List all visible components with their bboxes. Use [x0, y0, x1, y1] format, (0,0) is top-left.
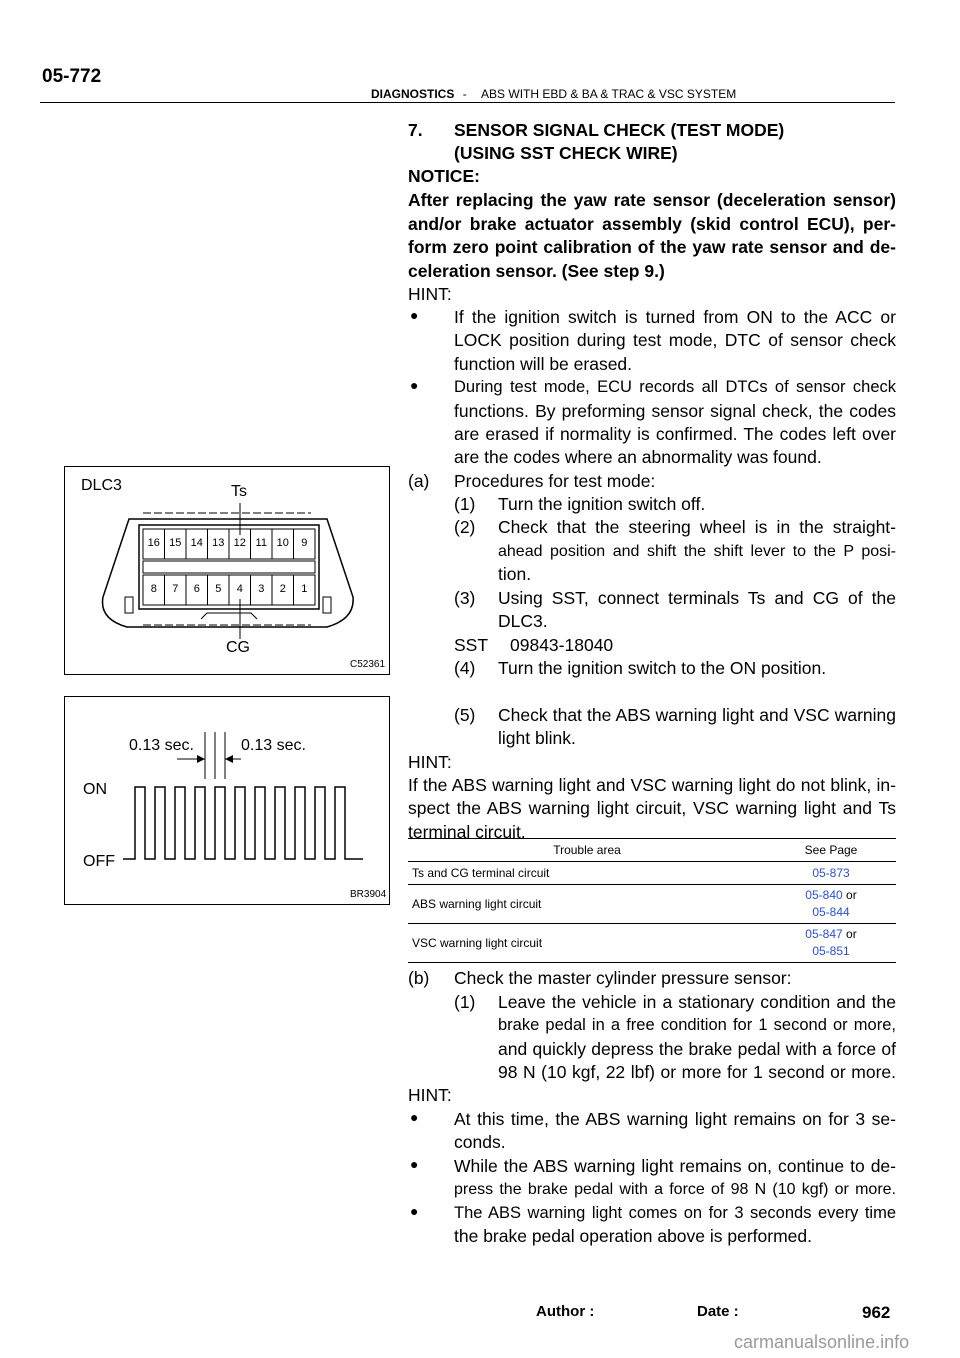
hint-bullet-line: are the codes where an abnormality was found.: [454, 447, 822, 467]
pin-number: 1: [301, 583, 308, 595]
pin-number: 15: [169, 537, 182, 549]
hint-bullet-line: are erased if normality is confirmed. The codes left over: [454, 424, 896, 444]
bullet-dot: ●: [410, 307, 419, 323]
substep-line: and quickly depress the brake pedal with a force of: [498, 1039, 896, 1059]
pin-number: 10: [276, 537, 289, 549]
hint-bullet-line: During test mode, ECU records all DTCs of sensor check: [454, 378, 896, 396]
hint-bullet-line: the brake pedal operation above is performed.: [454, 1226, 813, 1246]
notice-line: After replacing the yaw rate sensor (deceleration sensor): [408, 190, 896, 210]
hint-label: HINT:: [408, 284, 452, 304]
pin-number: 13: [212, 537, 225, 549]
dlc3-title: DLC3: [81, 477, 122, 494]
blink-waveform-line: [123, 787, 363, 859]
dlc3-figure: [64, 466, 390, 675]
hint-line: If the ABS warning light and VSC warning light do not blink, in-: [408, 775, 896, 795]
page-link[interactable]: 05-851: [812, 944, 850, 958]
on-label: ON: [83, 781, 107, 798]
substep-text: Turn the ignition switch to the ON position.: [498, 658, 827, 678]
top-pin-row: [143, 537, 315, 549]
pin-number: 7: [172, 583, 179, 595]
hint-bullet-line: press the brake pedal with a force of 98 N (10 kgf) or more.: [454, 1181, 896, 1198]
interval-label-left: 0.13 sec.: [129, 737, 194, 754]
substep-number: (1): [454, 992, 476, 1012]
pin-number: 11: [255, 537, 267, 549]
header-rule: [40, 102, 895, 103]
hint-bullet-line: conds.: [454, 1132, 506, 1152]
substep-number: (1): [454, 494, 476, 514]
pin-number: 16: [147, 537, 160, 549]
pin-number: 12: [233, 537, 246, 549]
page-link[interactable]: 05-873: [812, 866, 850, 880]
notice-line: form zero point calibration of the yaw rate sensor and de-: [408, 237, 896, 257]
hint-label: HINT:: [408, 752, 452, 772]
hint-bullet-line: LOCK position during test mode, DTC of sensor check: [454, 330, 896, 350]
step-b-title: Check the master cylinder pressure sensor:: [454, 968, 792, 988]
substep-line: light blink.: [498, 728, 576, 748]
step-a-title: Procedures for test mode:: [454, 471, 656, 491]
cg-label: CG: [226, 639, 250, 656]
table-header-cell: Trouble area: [408, 839, 766, 862]
table-header-row: [408, 839, 896, 862]
substep-line: Leave the vehicle in a stationary condition and the: [498, 992, 896, 1012]
pin-number: 8: [150, 583, 157, 595]
notice-label: NOTICE:: [408, 166, 480, 186]
substep-line: Check that the steering wheel is in the straight-: [498, 517, 896, 537]
hint-label: HINT:: [408, 1085, 452, 1105]
hint-line: terminal circuit.: [408, 822, 526, 842]
table-row: [408, 924, 896, 963]
blink-waveform-figure: [64, 696, 390, 905]
substep-line: brake pedal in a free condition for 1 second or more,: [498, 1016, 896, 1034]
figure-code: C52361: [350, 659, 386, 670]
watermark: carmanualsonline.info: [734, 1332, 910, 1352]
pin-number: 14: [190, 537, 203, 549]
bullet-dot: ●: [410, 377, 419, 393]
table-row: [408, 862, 896, 885]
bullet-dot: ●: [410, 1156, 419, 1172]
step-a-label: (a): [408, 471, 430, 491]
bullet-dot: ●: [410, 1109, 419, 1125]
hint-bullet-line: If the ignition switch is turned from ON to the ACC or: [454, 307, 896, 327]
pin-number: 3: [258, 583, 265, 595]
table-row: [408, 885, 896, 924]
off-label: OFF: [83, 853, 115, 870]
table-header-cell: See Page: [766, 839, 896, 862]
substep-line: ahead position and shift the shift lever to the P posi-: [498, 543, 896, 560]
ts-label: Ts: [231, 483, 247, 500]
hint-bullet-line: While the ABS warning light remains on, continue to de-: [454, 1156, 896, 1176]
table-cell-page: [766, 862, 896, 885]
or-text: or: [846, 888, 857, 902]
table-cell-page: [766, 885, 896, 924]
sst-label: SST: [454, 635, 489, 655]
interval-label-right: 0.13 sec.: [241, 737, 306, 754]
substep-number: (2): [454, 517, 476, 537]
substep-number: (3): [454, 588, 476, 608]
header-separator: -: [462, 87, 467, 101]
substep-line: DLC3.: [498, 611, 548, 631]
page-link[interactable]: 05-847: [805, 927, 843, 941]
pin-number: 6: [193, 583, 200, 595]
notice-line: and/or brake actuator assembly (skid control ECU), per-: [408, 214, 896, 234]
heading-line1: SENSOR SIGNAL CHECK (TEST MODE): [454, 120, 785, 140]
page-link[interactable]: 05-844: [812, 905, 850, 919]
bottom-pin-row: [143, 583, 315, 595]
heading-number: 7.: [408, 120, 423, 140]
pin-number: 9: [301, 537, 308, 549]
pin-number: 4: [236, 583, 243, 595]
author-label: Author :: [536, 1303, 595, 1320]
running-header: [371, 87, 736, 101]
trouble-area-table: [408, 838, 896, 963]
date-label: Date :: [697, 1303, 739, 1320]
table-cell-page: [766, 924, 896, 963]
page-link[interactable]: 05-840: [805, 888, 843, 902]
heading-line2: (USING SST CHECK WIRE): [454, 143, 678, 163]
or-text: or: [846, 927, 857, 941]
substep-line: 98 N (10 kgf, 22 lbf) or more for 1 second or more.: [498, 1062, 896, 1082]
pin-number: 2: [279, 583, 286, 595]
header-subsection: ABS WITH EBD & BA & TRAC & VSC SYSTEM: [481, 87, 737, 101]
page-number: 05-772: [42, 66, 102, 87]
substep-number: (5): [454, 705, 476, 725]
substep-line: Check that the ABS warning light and VSC warning: [498, 705, 896, 725]
hint-line: spect the ABS warning light circuit, VSC warning light and Ts: [408, 798, 896, 818]
hint-bullet-line: The ABS warning light comes on for 3 seconds every time: [454, 1204, 896, 1222]
bullet-dot: ●: [410, 1203, 419, 1219]
step-b-label: (b): [408, 968, 430, 988]
figure-code: BR3904: [350, 889, 387, 900]
substep-line: tion.: [498, 564, 532, 584]
hint-bullet-line: functions. By preforming sensor signal check, the codes: [454, 401, 896, 421]
hint-bullet-line: At this time, the ABS warning light remains on for 3 se-: [454, 1109, 896, 1129]
hint-bullet-line: function will be erased.: [454, 354, 633, 374]
table-cell-area: Ts and CG terminal circuit: [408, 862, 766, 885]
table-cell-area: ABS warning light circuit: [408, 885, 766, 924]
substep-text: Turn the ignition switch off.: [498, 494, 706, 514]
sst-number: 09843-18040: [510, 635, 614, 655]
pin-number: 5: [215, 583, 222, 595]
footer-page-number: 962: [862, 1303, 891, 1322]
blink-waveform-drawing: [65, 697, 389, 904]
table-cell-area: VSC warning light circuit: [408, 924, 766, 963]
substep-line: Using SST, connect terminals Ts and CG of the: [498, 588, 896, 608]
notice-line: celeration sensor. (See step 9.): [408, 261, 665, 281]
substep-number: (4): [454, 658, 476, 678]
header-section: DIAGNOSTICS: [371, 87, 455, 101]
